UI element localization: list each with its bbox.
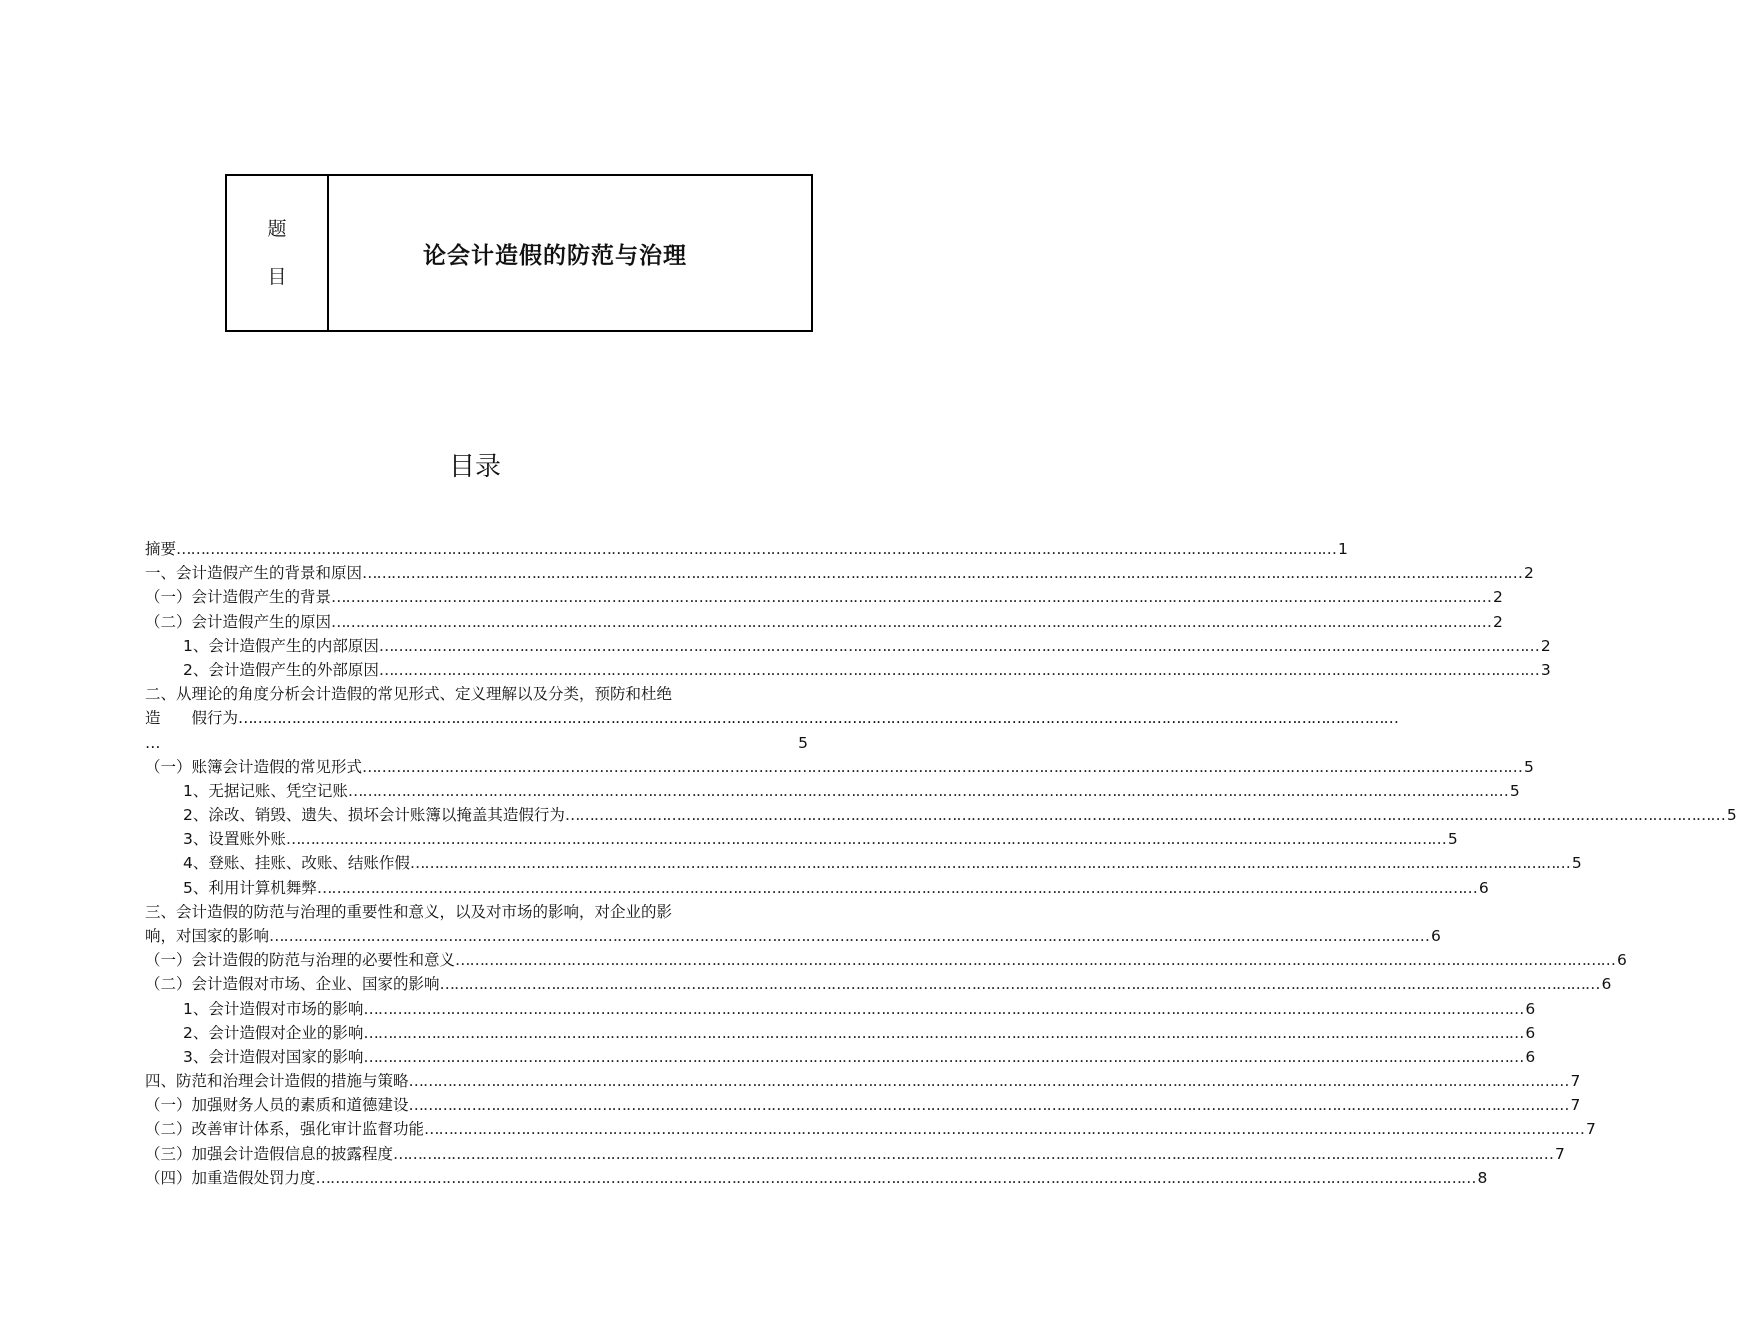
toc-entry[interactable] xyxy=(145,1045,1536,1069)
toc-page-number: 8 xyxy=(1477,1168,1488,1187)
toc-page-number: 7 xyxy=(1555,1144,1565,1163)
toc-page-number: 7 xyxy=(1570,1072,1581,1091)
toc-entry[interactable] xyxy=(145,561,1534,585)
toc-page-number: 7 xyxy=(1586,1120,1596,1139)
toc-entry[interactable] xyxy=(145,876,1489,900)
toc-leader-dots: …………………………………………………………………………………………………………………………………………………………………………………………………………………… xyxy=(176,539,1337,558)
toc-entry-line xyxy=(145,731,808,755)
toc-leader-dots: …………………………………………………………………………………………………………………………………………………………………………………………………………………… xyxy=(331,588,1492,607)
toc-page-number: 2 xyxy=(1540,636,1551,655)
toc-leader-dots: …………………………………………………………………………………………………………………………………………………………………………………………………………………… xyxy=(363,1047,1524,1066)
toc-page-number: 6 xyxy=(1431,926,1441,945)
toc-entry-label: （二）会计造假产生的原因 xyxy=(145,612,332,631)
toc-entry[interactable] xyxy=(145,1021,1536,1045)
toc-page-number: 5 xyxy=(1726,806,1737,825)
title-label-char-2: 目 xyxy=(267,266,287,288)
document-title: 论会计造假的防范与治理 xyxy=(423,242,687,269)
toc-group-b xyxy=(145,755,1737,900)
toc-entry[interactable] xyxy=(145,972,1612,996)
toc-page-number: 6 xyxy=(1525,999,1536,1018)
toc-page-number: 6 xyxy=(1525,1023,1536,1042)
toc-entry[interactable] xyxy=(145,585,1503,609)
toc-entry[interactable] xyxy=(145,803,1737,827)
toc-entry[interactable] xyxy=(145,851,1582,875)
toc-entry[interactable] xyxy=(145,997,1536,1021)
toc-leader-dots: …………………………………………………………………………………………………………………………………………………………………………………………………………………… xyxy=(315,1168,1476,1187)
toc-entry[interactable] xyxy=(145,634,1551,658)
toc-entry[interactable] xyxy=(145,658,1551,682)
toc-page-number: 2 xyxy=(1493,588,1503,607)
toc-entry-section-two[interactable] xyxy=(145,682,1399,755)
toc-page-number: 6 xyxy=(1617,951,1627,970)
toc-entry-line: 二、从理论的角度分析会计造假的常见形式、定义理解以及分类，预防和杜绝 xyxy=(145,685,673,704)
toc-entry-label: （二）改善审计体系，强化审计监督功能 xyxy=(145,1120,425,1139)
toc-entry[interactable] xyxy=(145,1118,1596,1142)
toc-entry-label: 造 假行为 xyxy=(145,709,239,728)
toc-leader-dots: …………………………………………………………………………………………………………………………………………………………………………………………………………………… xyxy=(363,999,1524,1018)
toc-group-c xyxy=(145,948,1627,1190)
toc-leader-dots: …………………………………………………………………………………………………………………………………………………………………………………………………………………… xyxy=(362,757,1523,776)
toc-entry-label: 3、会计造假对国家的影响 xyxy=(183,1047,364,1066)
toc-page-number: 5 xyxy=(1447,830,1458,849)
toc-entry[interactable] xyxy=(145,755,1534,779)
toc-leader-dots: …………………………………………………………………………………………………………………………………………………………………………………………………………………… xyxy=(439,975,1600,994)
toc-entry[interactable] xyxy=(145,779,1520,803)
toc-leader-dots: …………………………………………………………………………………………………………………………………………………………………………………………………………………… xyxy=(331,612,1492,631)
toc-leader-dots: …………………………………………………………………………………………………………………………………………………………………………………………………………………… xyxy=(362,564,1523,583)
toc-entry-label: 5、利用计算机舞弊 xyxy=(183,878,317,897)
toc-entry-section-three[interactable] xyxy=(145,900,1441,948)
toc-page-number: 3 xyxy=(1540,660,1551,679)
toc-page-number: 2 xyxy=(1493,612,1503,631)
toc-entry[interactable] xyxy=(145,827,1458,851)
toc-leader-dots: …………………………………………………………………………………………………………………………………………………………………………………………………………………… xyxy=(238,709,1399,728)
toc-entry-label: （一）账簿会计造假的常见形式 xyxy=(145,757,363,776)
toc-entry-label: （二）会计造假对市场、企业、国家的影响 xyxy=(145,975,440,994)
toc-entry[interactable] xyxy=(145,1069,1581,1093)
toc-entry-line xyxy=(145,706,1399,730)
toc-entry-label: （三）加强会计造假信息的披露程度 xyxy=(145,1144,394,1163)
toc-leader-dots: …………………………………………………………………………………………………………………………………………………………………………………………………………………… xyxy=(409,854,1570,873)
toc-entry[interactable] xyxy=(145,1166,1488,1190)
toc-leader-dots: …………………………………………………………………………………………………………………………………………………………………………………………………………………… xyxy=(316,878,1477,897)
table-of-contents xyxy=(145,537,1737,1190)
toc-entry-label: 摘要 xyxy=(145,539,177,558)
toc-entry-line xyxy=(145,924,1441,948)
toc-entry-label: 1、会计造假产生的内部原因 xyxy=(183,636,379,655)
toc-entry-label: 3、设置账外账 xyxy=(183,830,286,849)
toc-leader-dots: …………………………………………………………………………………………………………………………………………………………………………………………………………………… xyxy=(564,806,1725,825)
toc-entry-label: 2、涂改、销毁、遗失、损坏会计账簿以掩盖其造假行为 xyxy=(183,806,565,825)
toc-leader-dots: …………………………………………………………………………………………………………………………………………………………………………………………………………………… xyxy=(455,951,1616,970)
toc-leader-dots: …………………………………………………………………………………………………………………………………………………………………………………………………………………… xyxy=(347,781,1508,800)
toc-entry-label: （一）加强财务人员的素质和道德建设 xyxy=(145,1096,409,1115)
toc-group-a xyxy=(145,537,1551,682)
toc-page-number: 5 xyxy=(1571,854,1582,873)
toc-page-number: 5 xyxy=(1524,757,1534,776)
toc-entry[interactable] xyxy=(145,610,1503,634)
toc-entry-line: 三、会计造假的防范与治理的重要性和意义，以及对市场的影响，对企业的影 xyxy=(145,902,673,921)
toc-leader-dots: …………………………………………………………………………………………………………………………………………………………………………………………………………………… xyxy=(424,1120,1585,1139)
toc-page-number: 6 xyxy=(1478,878,1489,897)
toc-page-number: 7 xyxy=(1570,1096,1581,1115)
toc-entry-label: 1、无据记账、凭空记账 xyxy=(183,781,348,800)
toc-entry-label: （一）会计造假产生的背景 xyxy=(145,588,332,607)
toc-leader-dots: …………………………………………………………………………………………………………………………………………………………………………………………………………………… xyxy=(269,926,1430,945)
toc-leader-dots: …………………………………………………………………………………………………………………………………………………………………………………………………………………… xyxy=(285,830,1446,849)
toc-page-number: 6 xyxy=(1601,975,1612,994)
toc-leader-dots: …………………………………………………………………………………………………………………………………………………………………………………………………………………… xyxy=(393,1144,1554,1163)
toc-entry-label: （一）会计造假的防范与治理的必要性和意义 xyxy=(145,951,456,970)
toc-entry-label: 一、会计造假产生的背景和原因 xyxy=(145,564,363,583)
title-label-cell xyxy=(227,176,329,330)
toc-entry[interactable] xyxy=(145,537,1348,561)
toc-heading: 目录 xyxy=(448,452,501,482)
title-table xyxy=(225,174,813,332)
toc-page-number: 5 xyxy=(798,733,808,752)
toc-entry[interactable] xyxy=(145,1093,1581,1117)
toc-entry[interactable] xyxy=(145,1142,1565,1166)
toc-entry-label: 响，对国家的影响 xyxy=(145,926,270,945)
toc-leader-dots: …………………………………………………………………………………………………………………………………………………………………………………………………………………… xyxy=(363,1023,1524,1042)
toc-entry[interactable] xyxy=(145,948,1627,972)
toc-leader-dots: …………………………………………………………………………………………………………………………………………………………………………………………………………………… xyxy=(378,660,1539,679)
toc-leader-dots: …………………………………………………………………………………………………………………………………………………………………………………………………………………… xyxy=(408,1072,1569,1091)
toc-entry-label: 2、会计造假对企业的影响 xyxy=(183,1023,364,1042)
toc-leader-dots: … xyxy=(145,733,161,752)
toc-entry-label: （四）加重造假处罚力度 xyxy=(145,1168,316,1187)
toc-page-number: 2 xyxy=(1524,564,1534,583)
toc-page-number: 6 xyxy=(1525,1047,1536,1066)
toc-entry-label: 2、会计造假产生的外部原因 xyxy=(183,660,379,679)
title-label-char-1: 题 xyxy=(267,218,287,240)
toc-page-number: 1 xyxy=(1338,539,1348,558)
toc-page-number: 5 xyxy=(1509,781,1520,800)
toc-entry-label: 1、会计造假对市场的影响 xyxy=(183,999,364,1018)
toc-leader-dots: …………………………………………………………………………………………………………………………………………………………………………………………………………………… xyxy=(378,636,1539,655)
toc-entry-label: 四、防范和治理会计造假的措施与策略 xyxy=(145,1072,409,1091)
toc-entry-label: 4、登账、挂账、改账、结账作假 xyxy=(183,854,410,873)
toc-leader-dots: …………………………………………………………………………………………………………………………………………………………………………………………………………………… xyxy=(408,1096,1569,1115)
